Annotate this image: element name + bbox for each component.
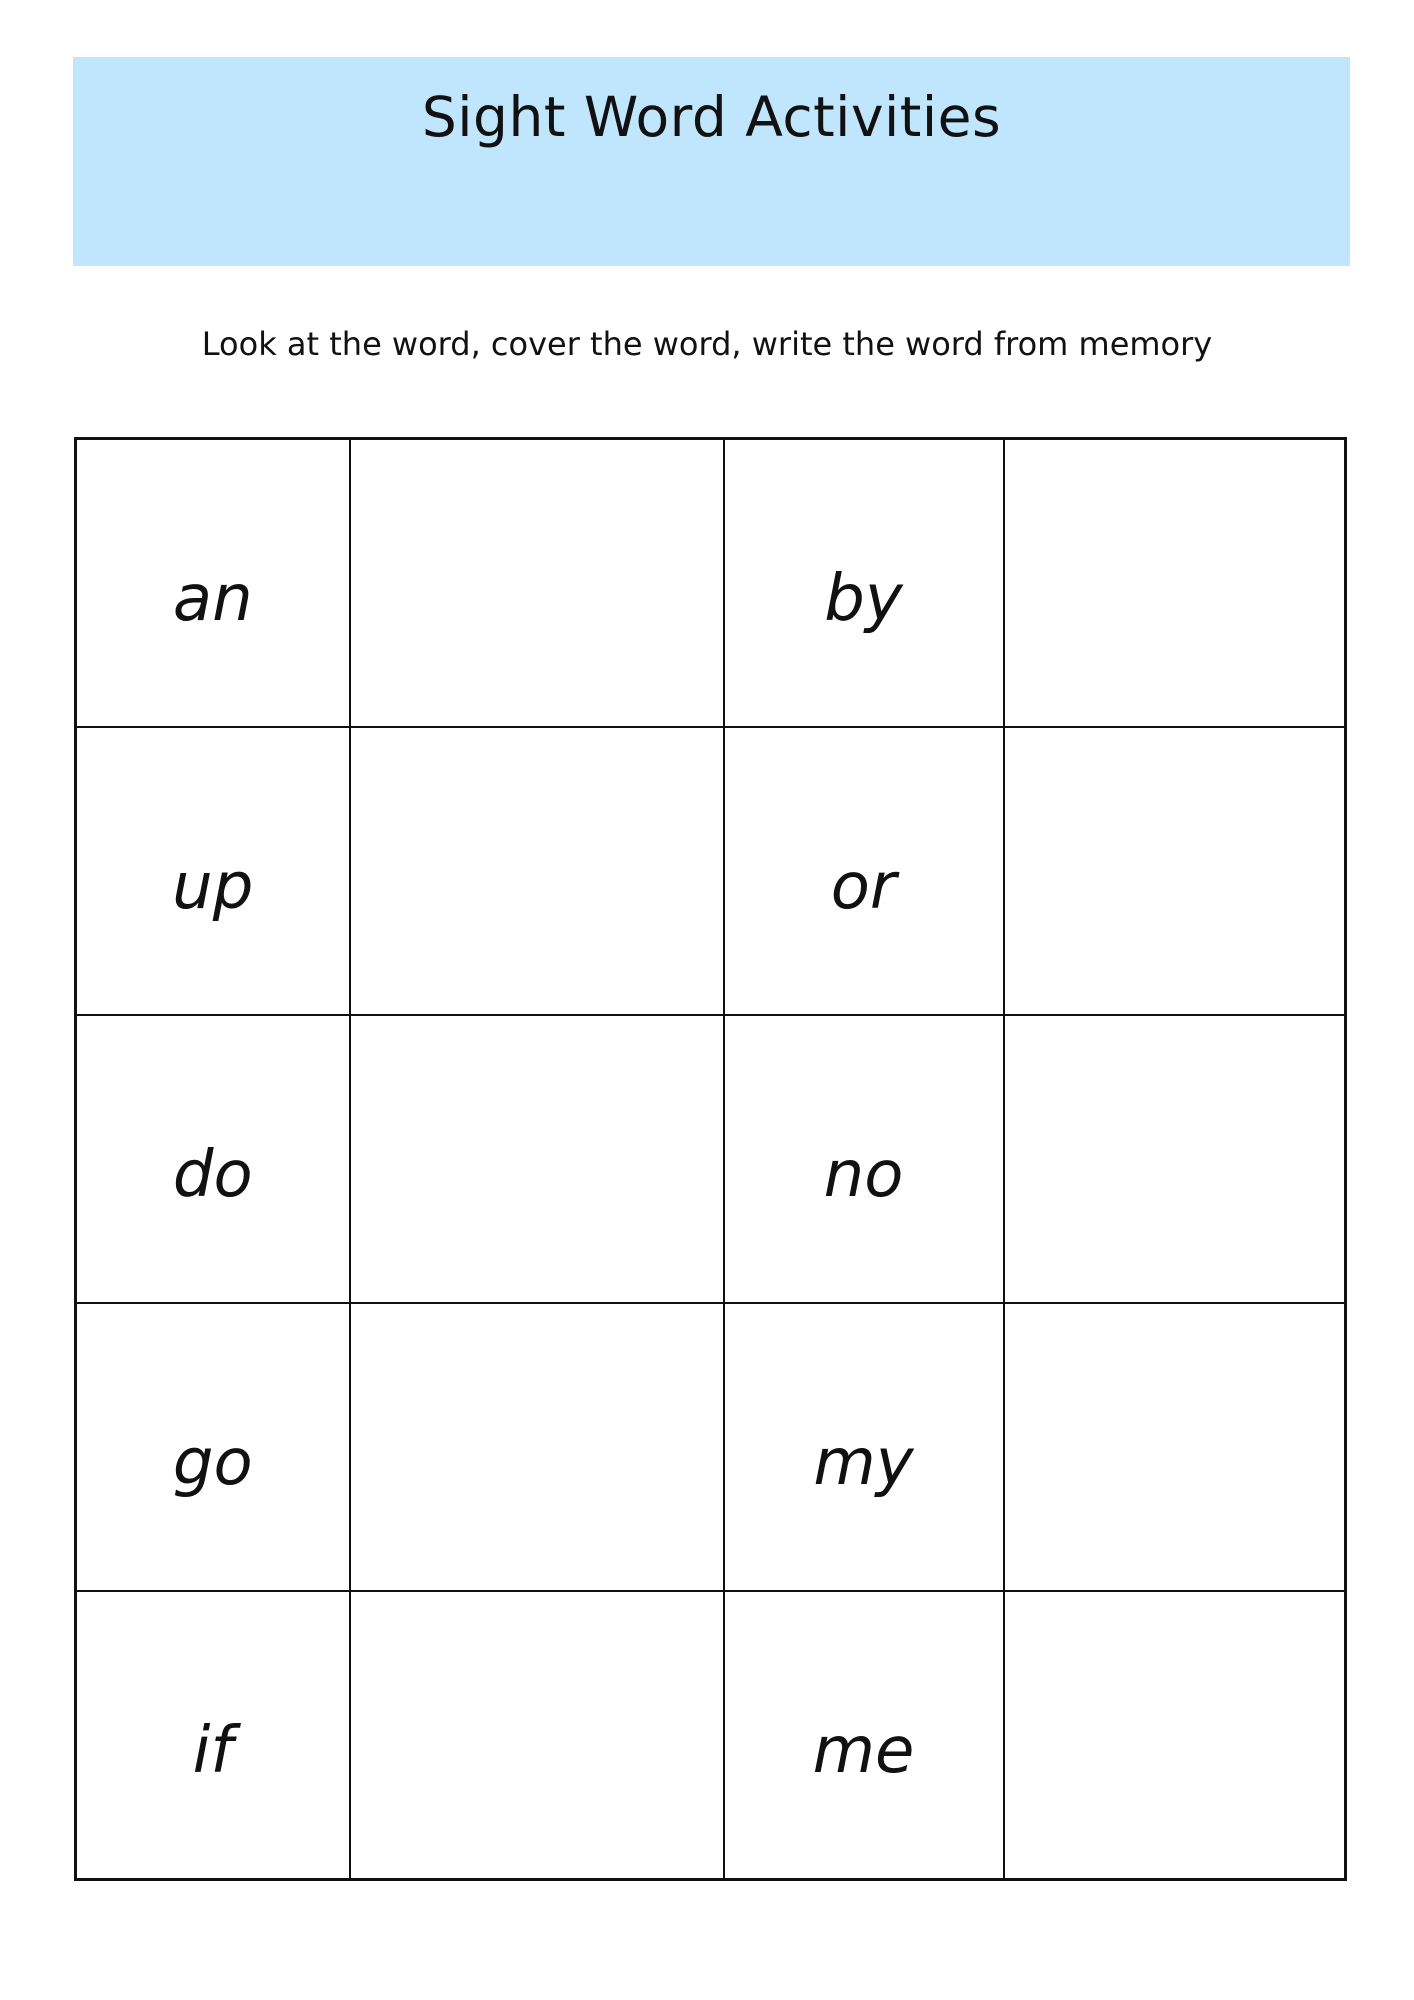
- sight-word: if: [192, 1714, 233, 1788]
- write-answer-cell[interactable]: [1004, 1591, 1346, 1880]
- write-answer-cell[interactable]: [1004, 727, 1346, 1015]
- word-cell: [724, 1591, 1004, 1880]
- write-answer-cell[interactable]: [350, 727, 724, 1015]
- word-cell: [724, 727, 1004, 1015]
- page-title: Sight Word Activities: [421, 85, 1002, 149]
- header-banner: [73, 57, 1350, 266]
- sight-word-table: [74, 437, 1347, 1881]
- table-row: [76, 1015, 1346, 1303]
- write-answer-cell[interactable]: [1004, 1015, 1346, 1303]
- table-row: [76, 1303, 1346, 1591]
- write-answer-cell[interactable]: [350, 439, 724, 728]
- sight-word: an: [172, 562, 253, 636]
- write-answer-cell[interactable]: [350, 1303, 724, 1591]
- sight-word: up: [172, 850, 254, 924]
- table-row: [76, 439, 1346, 728]
- word-cell: [76, 439, 350, 728]
- write-answer-cell[interactable]: [350, 1591, 724, 1880]
- sight-word: no: [823, 1138, 904, 1212]
- word-cell: [76, 727, 350, 1015]
- sight-word: me: [812, 1714, 915, 1788]
- sight-word: my: [813, 1426, 914, 1500]
- table-row: [76, 1591, 1346, 1880]
- word-cell: [76, 1591, 350, 1880]
- instructions-text: Look at the word, cover the word, write the word from memory: [201, 325, 1213, 363]
- word-cell: [76, 1303, 350, 1591]
- sight-word: do: [172, 1138, 253, 1212]
- sight-word: go: [172, 1426, 253, 1500]
- word-cell: [724, 1303, 1004, 1591]
- word-cell: [724, 1015, 1004, 1303]
- write-answer-cell[interactable]: [1004, 439, 1346, 728]
- table-row: [76, 727, 1346, 1015]
- sight-word: by: [824, 562, 903, 636]
- sight-word: or: [830, 850, 897, 924]
- word-cell: [76, 1015, 350, 1303]
- write-answer-cell[interactable]: [350, 1015, 724, 1303]
- word-cell: [724, 439, 1004, 728]
- write-answer-cell[interactable]: [1004, 1303, 1346, 1591]
